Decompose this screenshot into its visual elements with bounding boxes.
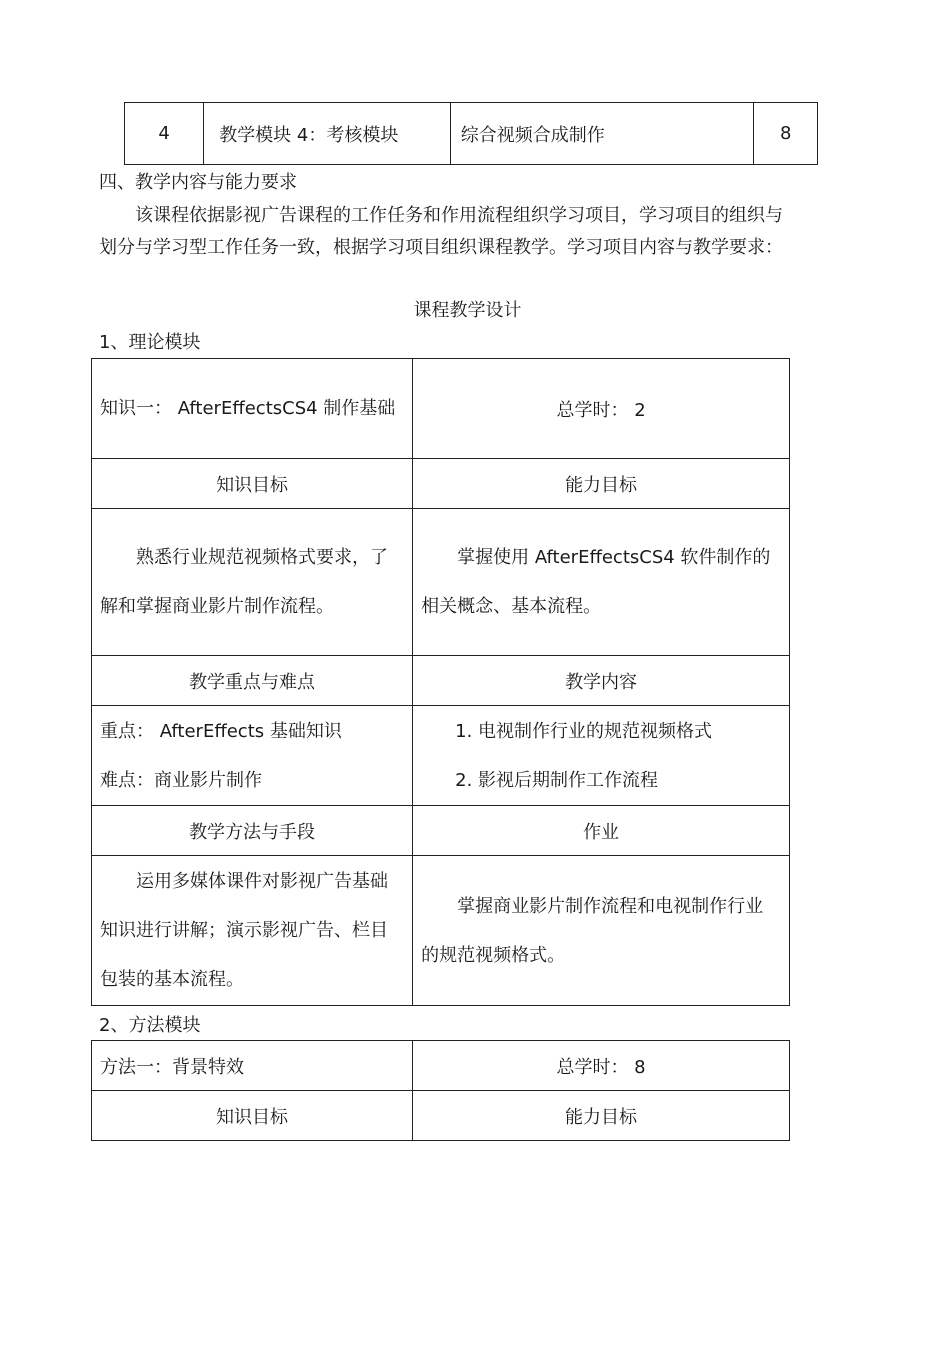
ability-goal-header: 能力目标	[413, 459, 790, 509]
section-heading: 四、教学内容与能力要求	[99, 172, 297, 193]
homework: 掌握商业影片制作流程和电视制作行业的规范视频格式。	[413, 856, 790, 1006]
module-name: 教学模块 4：考核模块	[204, 103, 451, 165]
teaching-method: 运用多媒体课件对影视广告基础知识进行讲解；演示影视广告、栏目包装的基本流程。	[92, 856, 413, 1006]
method-title: 方法一：背景特效	[92, 1041, 413, 1091]
top-table	[124, 102, 818, 165]
method-header: 教学方法与手段	[92, 806, 413, 856]
content-item: 2. 影视后期制作工作流程	[455, 769, 659, 791]
theory-heading: 1、理论模块	[99, 332, 201, 353]
row-number: 4	[125, 103, 204, 165]
module-content: 综合视频合成制作	[450, 103, 754, 165]
intro-paragraph: 该课程依据影视广告课程的工作任务和作用流程组织学习项目，学习项目的组织与划分与学习型工作任务一致，根据学习项目组织课程教学。学习项目内容与教学要求：	[99, 205, 783, 258]
module-hours: 8	[754, 103, 818, 165]
difficulty: 难点：商业影片制作	[100, 769, 262, 791]
method-knowledge-goal-header: 知识目标	[92, 1091, 413, 1141]
knowledge-goal-header: 知识目标	[92, 459, 413, 509]
knowledge-title: 知识一： AfterEffectsCS4 制作基础	[92, 359, 413, 459]
design-title: 课程教学设计	[413, 300, 522, 321]
theory-total-hours: 总学时： 2	[413, 359, 790, 459]
method-ability-goal-header: 能力目标	[413, 1091, 790, 1141]
knowledge-goal: 熟悉行业规范视频格式要求，了解和掌握商业影片制作流程。	[92, 509, 413, 656]
keypoints-cell	[92, 706, 413, 806]
key-point: 重点： AfterEffects 基础知识	[100, 720, 342, 742]
theory-table	[91, 358, 790, 1006]
homework-header: 作业	[413, 806, 790, 856]
method-total-hours: 总学时： 8	[413, 1041, 790, 1091]
content-header: 教学内容	[413, 656, 790, 706]
method-table	[91, 1040, 790, 1141]
method-module-heading: 2、方法模块	[99, 1015, 201, 1036]
content-cell	[413, 706, 790, 806]
ability-goal: 掌握使用 AfterEffectsCS4 软件制作的相关概念、基本流程。	[413, 509, 790, 656]
keypoints-header: 教学重点与难点	[92, 656, 413, 706]
content-item: 1. 电视制作行业的规范视频格式	[455, 720, 713, 742]
